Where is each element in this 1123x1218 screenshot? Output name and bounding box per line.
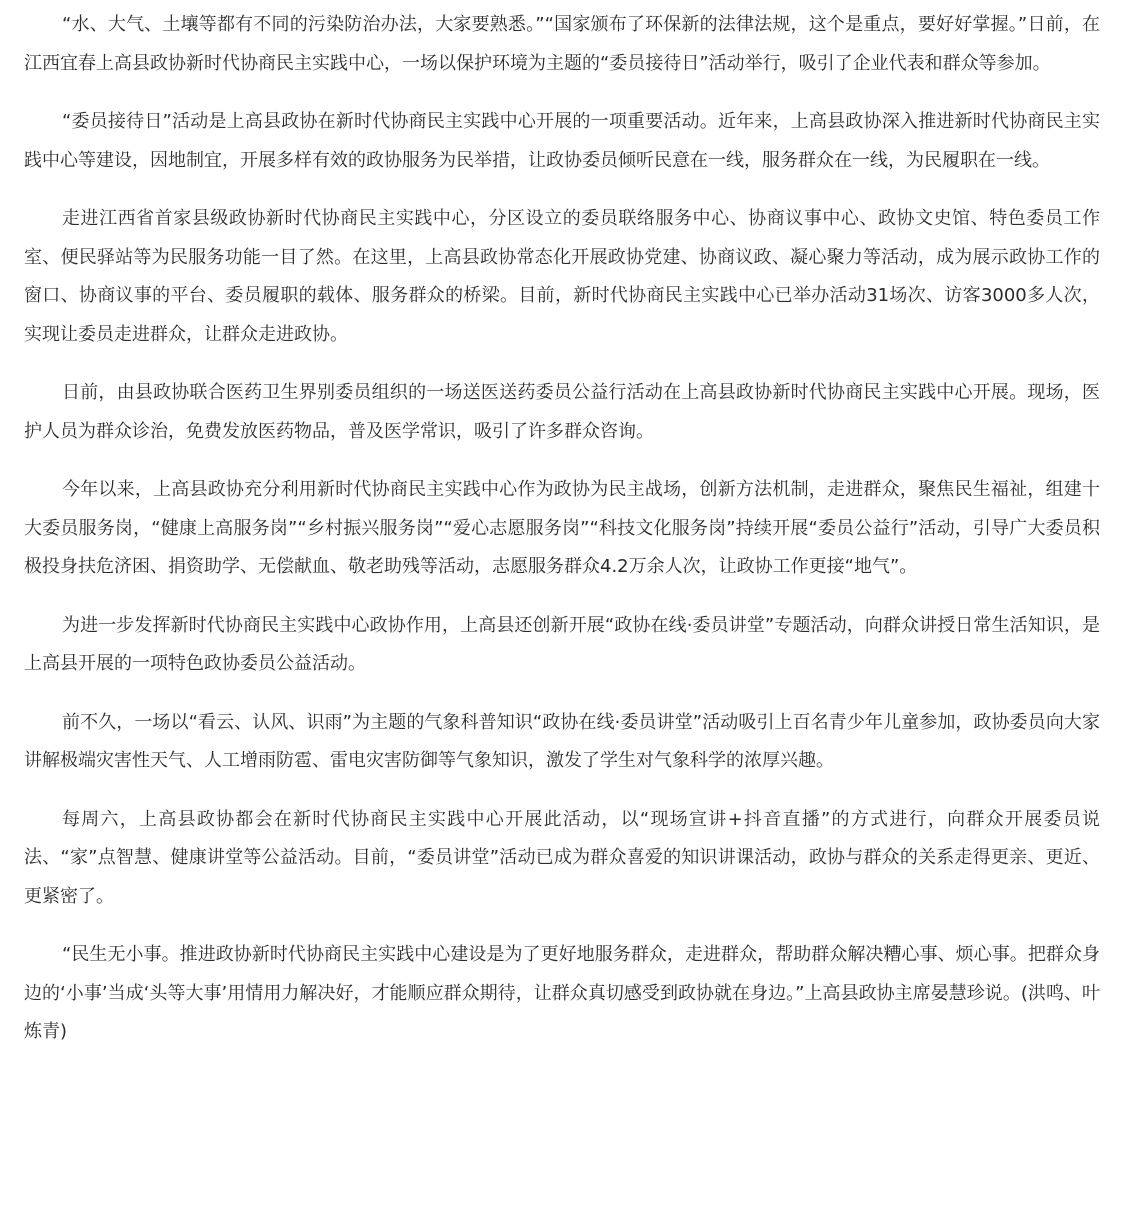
paragraph-2: “委员接待日”活动是上高县政协在新时代协商民主实践中心开展的一项重要活动。近年来，上高县政协深入推进新时代协商民主实践中心等建设，因地制宜，开展多样有效的政协服务为民举措，让政协委员倾听民意在一线，服务群众在一线，为民履职在一线。 bbox=[24, 111, 1100, 171]
paragraph-8: 每周六，上高县政协都会在新时代协商民主实践中心开展此活动，以“现场宣讲+抖音直播”的方式进行，向群众开展委员说法、“家”点智慧、健康讲堂等公益活动。目前，“委员讲堂”活动已成为群众喜爱的知识讲课活动，政协与群众的关系走得更亲、更近、更紧密了。 bbox=[24, 808, 1100, 907]
paragraph-7: 前不久，一场以“看云、认风、识雨”为主题的气象科普知识“政协在线·委员讲堂”活动吸引上百名青少年儿童参加，政协委员向大家讲解极端灾害性天气、人工增雨防雹、雷电灾害防御等气象知识，激发了学生对气象科学的浓厚兴趣。 bbox=[24, 711, 1100, 771]
paragraph-4: 日前，由县政协联合医药卫生界别委员组织的一场送医送药委员公益行活动在上高县政协新时代协商民主实践中心开展。现场，医护人员为群众诊治，免费发放医药物品，普及医学常识，吸引了许多群众咨询。 bbox=[24, 382, 1100, 442]
paragraph-3: 走进江西省首家县级政协新时代协商民主实践中心，分区设立的委员联络服务中心、协商议事中心、政协文史馆、特色委员工作室、便民驿站等为民服务功能一目了然。在这里，上高县政协常态化开展政协党建、协商议政、凝心聚力等活动，成为展示政协工作的窗口、协商议事的平台、委员履职的载体、服务群众的桥梁。目前，新时代协商民主实践中心已举办活动31场次、访客3000多人次，实现让委员走进群众，让群众走进政协。 bbox=[24, 208, 1100, 345]
article-body bbox=[24, 6, 1100, 1072]
paragraph-1: “水、大气、土壤等都有不同的污染防治办法，大家要熟悉。”“国家颁布了环保新的法律法规，这个是重点，要好好掌握。”日前，在江西宜春上高县政协新时代协商民主实践中心，一场以保护环境为主题的“委员接待日”活动举行，吸引了企业代表和群众等参加。 bbox=[24, 14, 1100, 74]
paragraph-9: “民生无小事。推进政协新时代协商民主实践中心建设是为了更好地服务群众，走进群众，帮助群众解决糟心事、烦心事。把群众身边的‘小事’当成‘头等大事’用情用力解决好，才能顺应群众期待，让群众真切感受到政协就在身边。”上高县政协主席晏慧珍说。(洪鸣、叶炼青) bbox=[24, 944, 1100, 1042]
paragraph-6: 为进一步发挥新时代协商民主实践中心政协作用，上高县还创新开展“政协在线·委员讲堂”专题活动，向群众讲授日常生活知识，是上高县开展的一项特色政协委员公益活动。 bbox=[24, 614, 1100, 674]
paragraph-5: 今年以来，上高县政协充分利用新时代协商民主实践中心作为政协为民主战场，创新方法机制，走进群众，聚焦民生福祉，组建十大委员服务岗，“健康上高服务岗”“乡村振兴服务岗”“爱心志愿服务岗”“科技文化服务岗”持续开展“委员公益行”活动，引导广大委员积极投身扶危济困、捐资助学、无偿献血、敬老助残等活动，志愿服务群众4.2万余人次，让政协工作更接“地气”。 bbox=[24, 479, 1100, 577]
